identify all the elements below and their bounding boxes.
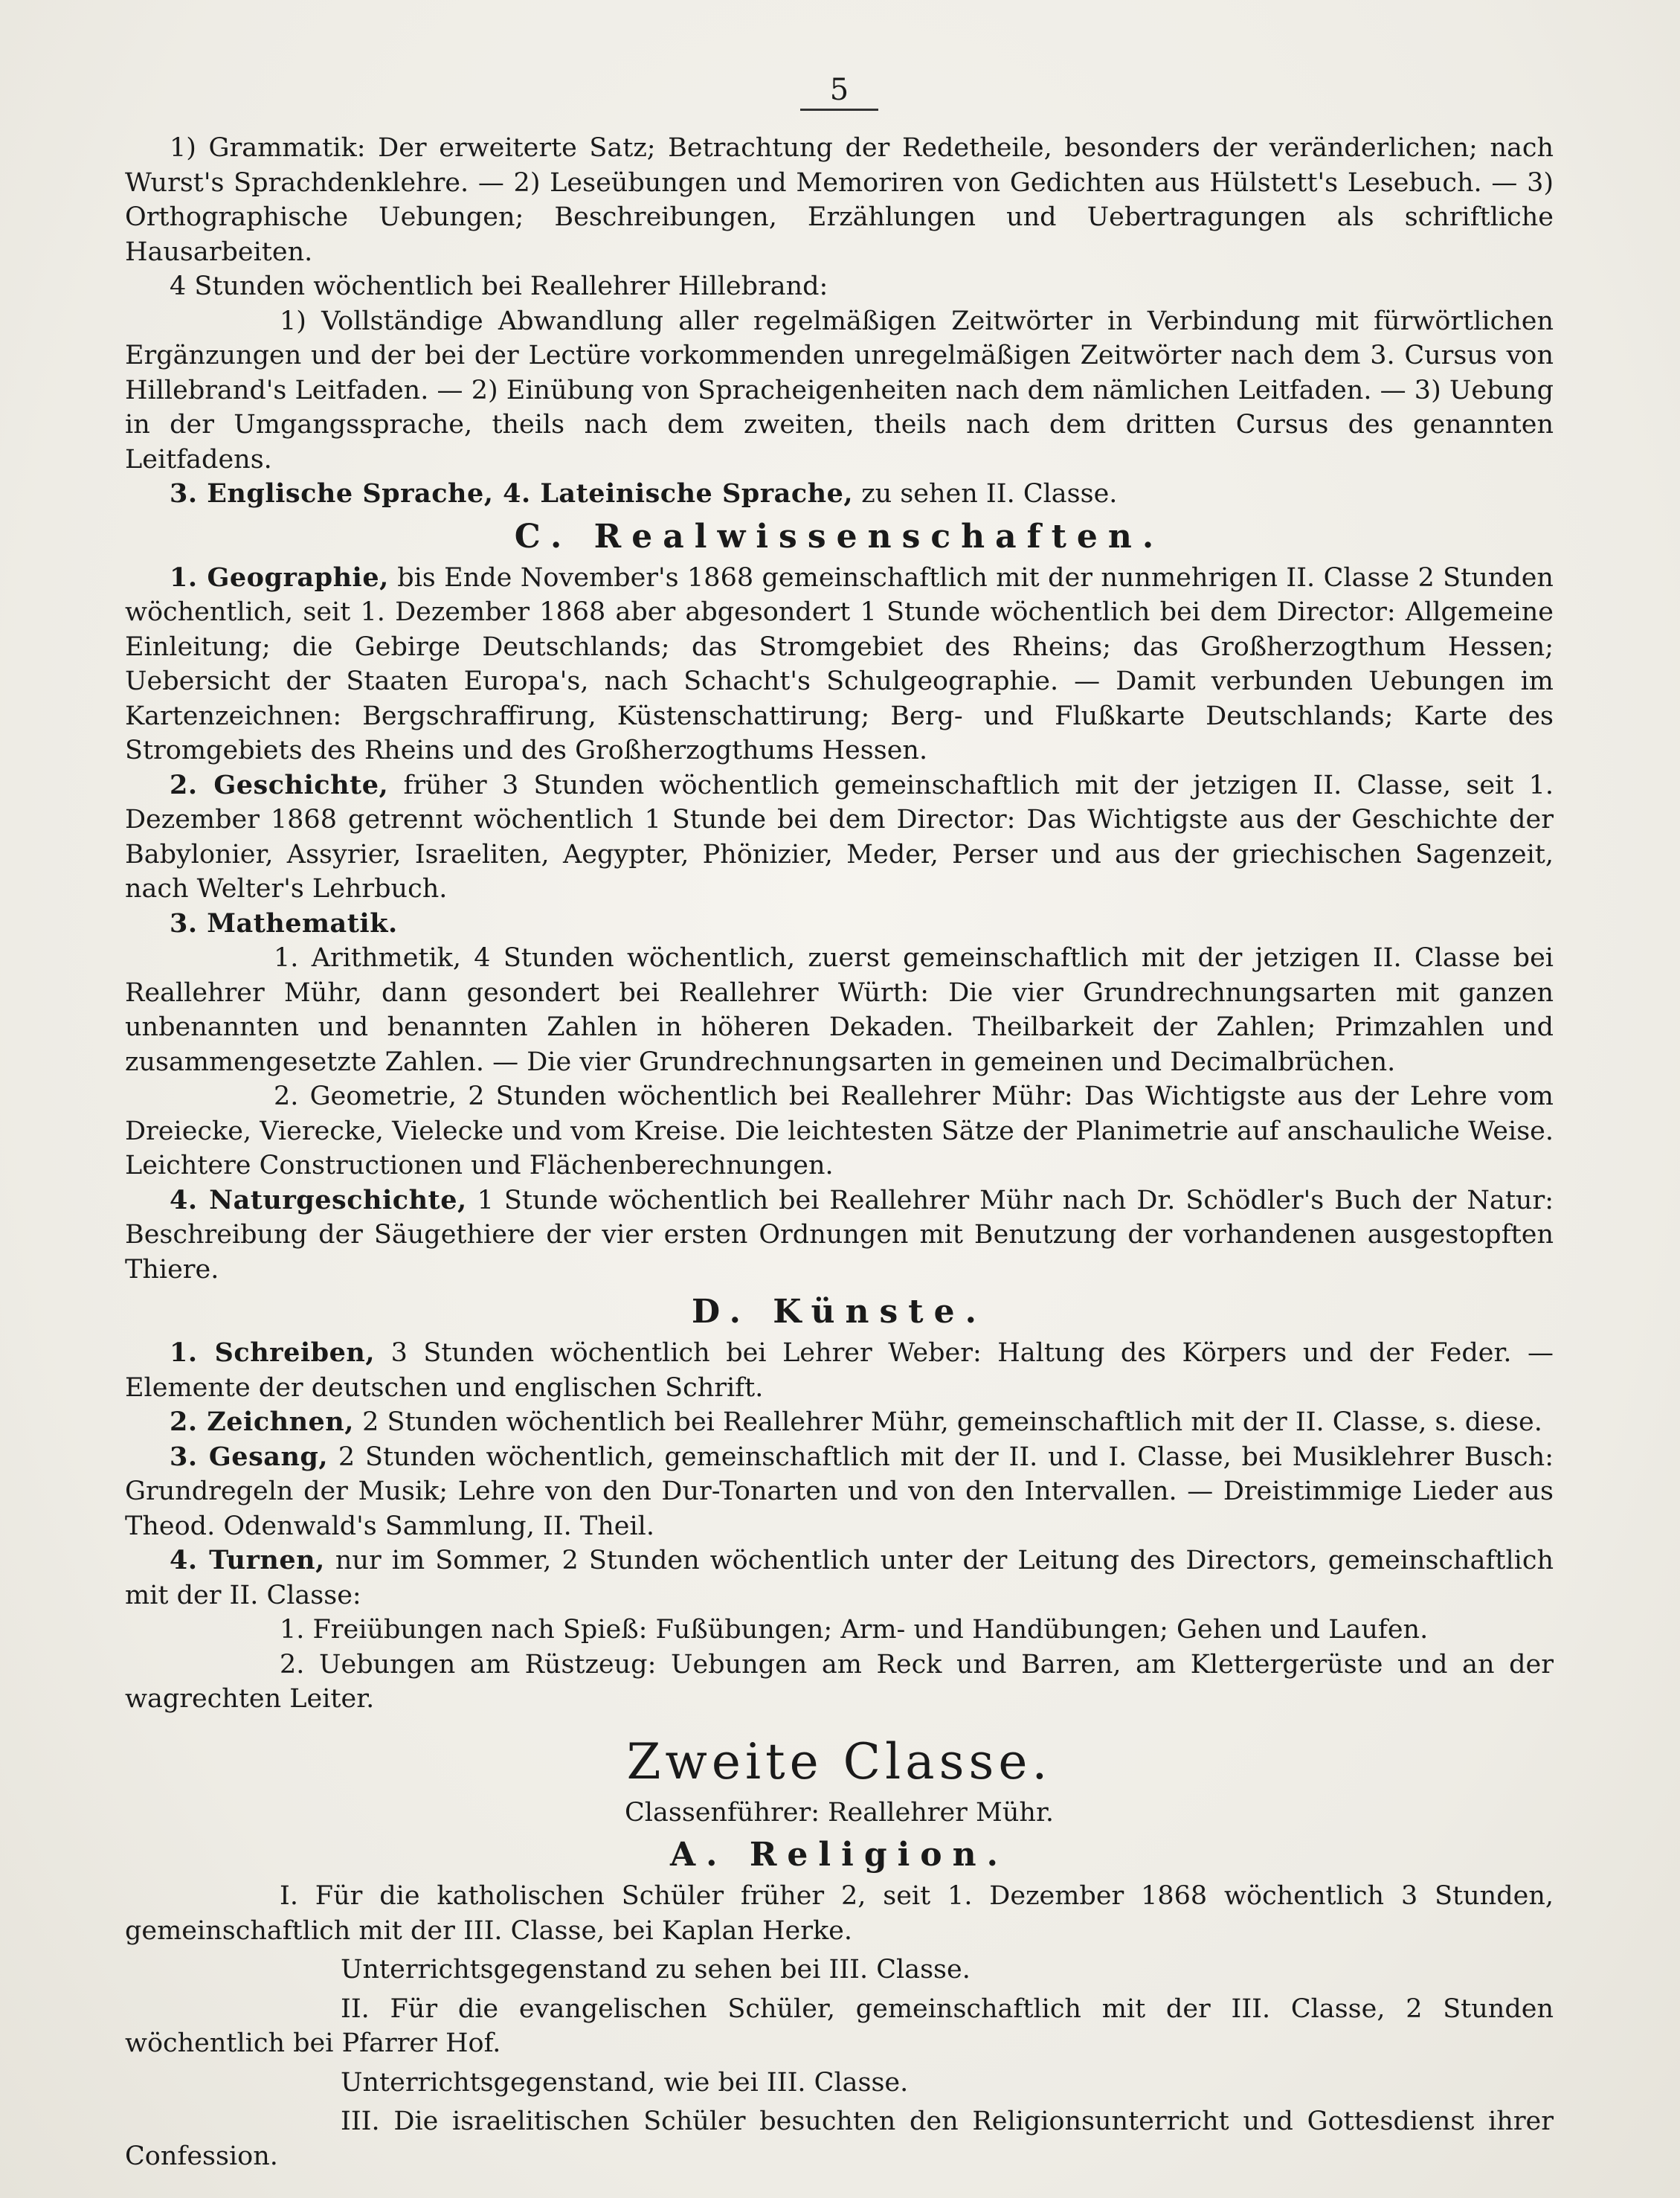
drawing-paragraph [125, 1405, 1554, 1440]
catholic-paragraph: I. Für die katholischen Schüler früher 2, seit 1. Dezember 1868 wöchentlich 3 Stunden, gemeinschaftlich mit der III. Classe, bei Kaplan Herke. [125, 1881, 1554, 1946]
french-paragraph: 1) Vollständige Abwandlung aller regelmäßigen Zeitwörter in Verbindung mit fürwörtlichen Ergänzungen und der bei der Lectüre vorkommenden unregelmäßigen Zeitwörter nach dem 3. Cursus von Hillebrand's Leitfaden. — 2) Einübung von Spracheigenheiten nach dem nämlichen Leitfaden. — 3) Uebung in der Umgangssprache, theils nach dem zweiten, theils nach dem dritten Cursus des genannten Leitfadens. [125, 306, 1554, 475]
second-class-title: Zweite Classe. [626, 1732, 1052, 1790]
english-latin-paragraph [125, 477, 1554, 512]
gymnastics-text: nur im Sommer, 2 Stunden wöchentlich unter der Leitung des Directors, gemeinschaftlich mit der II. Classe: [125, 1546, 1554, 1610]
natural-history-text: 1 Stunde wöchentlich bei Reallehrer Mühr nach Dr. Schödler's Buch der Natur: Beschreibung der Säugethiere der vier ersten Ordnungen mit Benutzung der vorhandenen ausgestopften Thiere. [125, 1185, 1554, 1285]
drawing-text: 2 Stunden wöchentlich bei Reallehrer Mühr, gemeinschaftlich mit der II. Classe, s. diese. [362, 1407, 1542, 1437]
history-heading: 2. Geschichte, [170, 769, 389, 800]
singing-heading: 3. Gesang, [170, 1441, 329, 1472]
natural-history-heading: 4. Naturgeschichte, [170, 1184, 467, 1215]
section-heading-d: D. Künste. [692, 1293, 987, 1331]
singing-paragraph [125, 1440, 1554, 1544]
natural-history-paragraph [125, 1183, 1554, 1288]
geography-text: bis Ende November's 1868 gemeinschaftlich mit der nunmehrigen II. Classe 2 Stunden wöchentlich, seit 1. Dezember 1868 aber abgesondert 1 Stunde wöchentlich bei dem Director: Allgemeine Einleitung; die Gebirge Deutschlands; das Stromgebiet des Rheins; das Großherzogthum Hessen; Uebersicht der Staaten Europa's, nach Schacht's Schulgeographie. — Damit verbunden Uebungen im Kartenzeichnen: Bergschraffirung, Küstenschattirung; Berg- und Flußkarte Deutschlands; Karte des Stromgebiets des Rheins und des Großherzogthums Hessen. [125, 562, 1554, 765]
history-paragraph [125, 768, 1554, 907]
class-leader-line: Classenführer: Reallehrer Mühr. [625, 1797, 1054, 1828]
free-exercises-paragraph: 1. Freiübungen nach Spieß: Fußübungen; Arm- und Handübungen; Gehen und Laufen. [280, 1615, 1429, 1645]
gymnastics-paragraph [125, 1543, 1554, 1613]
grammar-paragraph: 1) Grammatik: Der erweiterte Satz; Betrachtung der Redetheile, besonders der veränderlichen; nach Wurst's Sprachdenklehre. — 2) Leseübungen und Memoriren von Gedichten aus Hülstett's Lesebuch. — 3) Orthographische Uebungen; Beschreibungen, Erzählungen und Uebertragungen als schriftliche Hausarbeiten. [125, 133, 1554, 267]
arithmetic-paragraph: 1. Arithmetik, 4 Stunden wöchentlich, zuerst gemeinschaftlich mit der jetzigen II. Classe bei Reallehrer Mühr, dann gesondert bei Reallehrer Würth: Die vier Grundrechnungsarten mit ganzen unbenannten und benannten Zahlen in höheren Dekaden. Theilbarkeit der Zahlen; Primzahlen und zusammengesetzte Zahlen. — Die vier Grundrechnungsarten in gemeinen und Decimalbrüchen. [125, 943, 1554, 1077]
protestant-paragraph: II. Für die evangelischen Schüler, gemeinschaftlich mit der III. Classe, 2 Stunden wöchentlich bei Pfarrer Hof. [125, 1993, 1554, 2058]
writing-heading: 1. Schreiben, [170, 1337, 376, 1368]
protestant-subject-line: Unterrichtsgegenstand, wie bei III. Classe. [341, 2067, 909, 2098]
geometry-paragraph: 2. Geometrie, 2 Stunden wöchentlich bei Reallehrer Mühr: Das Wichtigste aus der Lehre vom Dreiecke, Vierecke, Vielecke und vom Kreise. Die leichtesten Sätze der Planimetrie auf anschauliche Weise. Leichtere Constructionen und Flächenberechnungen. [125, 1082, 1554, 1180]
section-heading-c: C. Realwissenschaften. [514, 517, 1165, 556]
writing-paragraph [125, 1336, 1554, 1405]
catholic-subject-line: Unterrichtsgegenstand zu sehen bei III. Classe. [341, 1955, 971, 1985]
israelite-paragraph: III. Die israelitischen Schüler besuchten den Religionsunterricht und Gottesdienst ihrer Confession. [125, 2107, 1554, 2171]
mathematics-heading: 3. Mathematik. [170, 907, 398, 939]
mathematics-heading-paragraph [125, 907, 1554, 942]
english-latin-heading: 3. Englische Sprache, 4. Lateinische Sprache, [170, 478, 854, 509]
geography-heading: 1. Geographie, [170, 562, 389, 593]
geography-paragraph [125, 561, 1554, 768]
writing-text: 3 Stunden wöchentlich bei Lehrer Weber: Haltung des Körpers und der Feder. — Elemente der deutschen und englischen Schrift. [125, 1338, 1554, 1403]
history-text: früher 3 Stunden wöchentlich gemeinschaftlich mit der jetzigen II. Classe, seit 1. Dezember 1868 getrennt wöchentlich 1 Stunde bei dem Director: Das Wichtigste aus der Geschichte der Babylonier, Assyrier, Israeliten, Aegypter, Phönizier, Meder, Perser und aus der griechischen Sagenzeit, nach Welter's Lehrbuch. [125, 770, 1554, 904]
drawing-heading: 2. Zeichnen, [170, 1407, 354, 1437]
apparatus-exercises-paragraph: 2. Uebungen am Rüstzeug: Uebungen am Reck und Barren, am Klettergerüste und an der wagrechten Leiter. [125, 1649, 1554, 1714]
section-heading-religion: A. Religion. [670, 1836, 1008, 1874]
english-latin-text: zu sehen II. Classe. [861, 479, 1118, 509]
french-heading-paragraph [125, 269, 1554, 304]
singing-text: 2 Stunden wöchentlich, gemeinschaftlich mit der II. und I. Classe, bei Musiklehrer Busch: Grundregeln der Musik; Lehre von den Dur-Tonarten und von den Intervallen. — Dreistimmige Lieder aus Theod. Odenwald's Sammlung, II. Theil. [125, 1442, 1554, 1541]
gymnastics-heading: 4. Turnen, [170, 1545, 325, 1575]
french-heading-text: 4 Stunden wöchentlich bei Reallehrer Hillebrand: [170, 271, 828, 301]
page-number: 5 [125, 71, 1554, 109]
